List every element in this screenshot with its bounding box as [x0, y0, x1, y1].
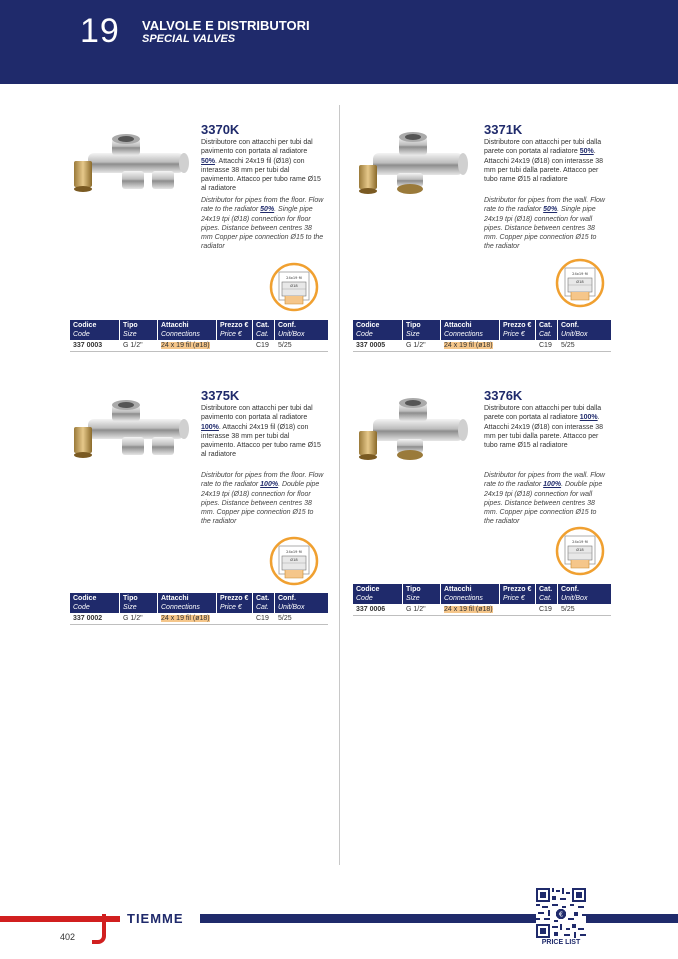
- chapter-number: 19: [80, 12, 120, 50]
- cell-code: 337 0005: [356, 342, 386, 349]
- spec-table: [353, 584, 611, 616]
- product-image: [70, 124, 190, 204]
- page-number: 402: [60, 932, 76, 942]
- spec-table-header: Codice Code Tipo Size Attacchi Connections Prezzo € Price € Cat. Cat. Conf. Unit/Box: [70, 320, 328, 340]
- chapter-title: VALVOLE E DISTRIBUTORI: [142, 18, 310, 33]
- spec-table-header: Codice Code Tipo Size Attacchi Connections Prezzo € Price € Cat. Cat. Conf. Unit/Box: [70, 593, 328, 613]
- qr-label: PRICE LIST: [541, 939, 581, 946]
- description-italian: Distributore con attacchi per tubi dalla parete con portata al radiatore 50%. Attacchi 24x19 (Ø18) con interasse 38 mm per tubi dalla parete. Attacco per tubo rame Ø15 al radiatore: [484, 139, 604, 184]
- cell-size: G 1/2": [123, 615, 143, 622]
- cell-size: G 1/2": [123, 342, 143, 349]
- cell-cat: C19: [256, 615, 269, 622]
- svg-text:€: €: [558, 910, 564, 919]
- cell-code: 337 0002: [73, 615, 103, 622]
- cell-conf: 5/25: [278, 342, 292, 349]
- product-code: 3370K: [201, 122, 240, 137]
- qr-code[interactable]: [536, 888, 586, 938]
- cell-code: 337 0003: [73, 342, 103, 349]
- cell-cat: C19: [539, 342, 552, 349]
- product-card: [353, 388, 633, 620]
- spec-table: [353, 320, 611, 352]
- cell-conf: 5/25: [561, 606, 575, 613]
- product-code: 3375K: [201, 388, 240, 403]
- connection-diagram: [555, 526, 605, 576]
- table-row: [353, 340, 611, 352]
- cell-conf: 5/25: [278, 615, 292, 622]
- description-english: Distributor for pipes from the floor. Flow rate to the radiator 50%. Single pipe 24x19 tpi (Ø18) connection for floor pipes. Distance between centres 38 mm Copper pipe connection Ø15 to the radiator: [201, 197, 324, 251]
- description-italian: Distributore con attacchi per tubi dal pavimento con portata al radiatore 50%. Attacchi 24x19 fil (Ø18) con interasse 38 mm per tubi dal pavimento. Attacco per tubo rame Ø15 al radiatore: [201, 139, 321, 193]
- spec-table: [70, 593, 328, 625]
- description-english: Distributor for pipes from the floor. Flow rate to the radiator 100%. Double pipe 24x19 tpi (Ø18) connection for floor pipes. Distance between centres 38 mm. Copper pipe connection Ø15 to the radiator: [201, 472, 324, 526]
- cell-size: G 1/2": [406, 606, 426, 613]
- product-card: [70, 122, 350, 356]
- diagram-label-bottom: Ø18: [290, 284, 298, 288]
- diagram-label-bottom: Ø18: [290, 558, 298, 562]
- table-row: [353, 604, 611, 616]
- cell-connections: 24 x 19 fil (ø18): [161, 615, 210, 622]
- spec-table-header: Codice Code Tipo Size Attacchi Connections Prezzo € Price € Cat. Cat. Conf. Unit/Box: [353, 320, 611, 340]
- chapter-subtitle: SPECIAL VALVES: [142, 33, 236, 45]
- product-card: [70, 388, 350, 629]
- spec-table: [70, 320, 328, 352]
- table-row: [70, 340, 328, 352]
- description-english: Distributor for pipes from the wall. Flow rate to the radiator 100%. Double pipe 24x19 tpi (Ø18) connection for wall pipes. Distance between centres 38 mm. Copper pipe connection Ø15 to the radiator: [484, 472, 605, 526]
- connection-diagram: [555, 258, 605, 308]
- description-italian: Distributore con attacchi per tubi dalla parete con portata al radiatore 100%. Attacchi 24x19 (Ø18) con interasse 38 mm per tubi dalla parete. Attacco per tubo rame Ø15 al radiatore: [484, 405, 604, 450]
- cell-cat: C19: [539, 606, 552, 613]
- brand-logo: TIEMME: [127, 911, 184, 926]
- product-code: 3376K: [484, 388, 523, 403]
- cell-connections: 24 x 19 fil (ø18): [161, 342, 210, 349]
- product-image: [353, 390, 473, 470]
- diagram-label-bottom: Ø18: [576, 280, 584, 284]
- product-card: [353, 122, 633, 356]
- description-italian: Distributore con attacchi per tubi dal pavimento con portata al radiatore 100%. Attacchi 24x19 fil (Ø18) con interasse 38 mm per tubi dal pavimento. Attacco per tubo rame Ø15 al radiatore: [201, 405, 321, 459]
- connection-diagram: [269, 262, 319, 312]
- spec-table-header: Codice Code Tipo Size Attacchi Connections Prezzo € Price € Cat. Cat. Conf. Unit/Box: [353, 584, 611, 604]
- cell-size: G 1/2": [406, 342, 426, 349]
- cell-connections: 24 x 19 fil (ø18): [444, 342, 493, 349]
- product-image: [353, 124, 473, 204]
- description-english: Distributor for pipes from the wall. Flow rate to the radiator 50%. Single pipe 24x19 tpi (Ø18) connection for wall pipes. Distance between centres 38 mm. Copper pipe connection Ø15 to the radiator: [484, 197, 605, 251]
- diagram-label-top: 24x19 fil: [572, 540, 588, 544]
- product-code: 3371K: [484, 122, 523, 137]
- footer-red-hook: [92, 914, 106, 944]
- cell-conf: 5/25: [561, 342, 575, 349]
- footer-blue-bar: [200, 914, 678, 923]
- connection-diagram: [269, 536, 319, 586]
- product-image: [70, 390, 190, 470]
- cell-code: 337 0006: [356, 606, 386, 613]
- cell-cat: C19: [256, 342, 269, 349]
- cell-connections: 24 x 19 fil (ø18): [444, 606, 493, 613]
- table-row: [70, 613, 328, 625]
- page-header: [0, 0, 678, 84]
- diagram-label-top: 24x19 fil: [286, 276, 302, 280]
- diagram-label-bottom: Ø18: [576, 548, 584, 552]
- diagram-label-top: 24x19 fil: [286, 550, 302, 554]
- diagram-label-top: 24x19 fil: [572, 272, 588, 276]
